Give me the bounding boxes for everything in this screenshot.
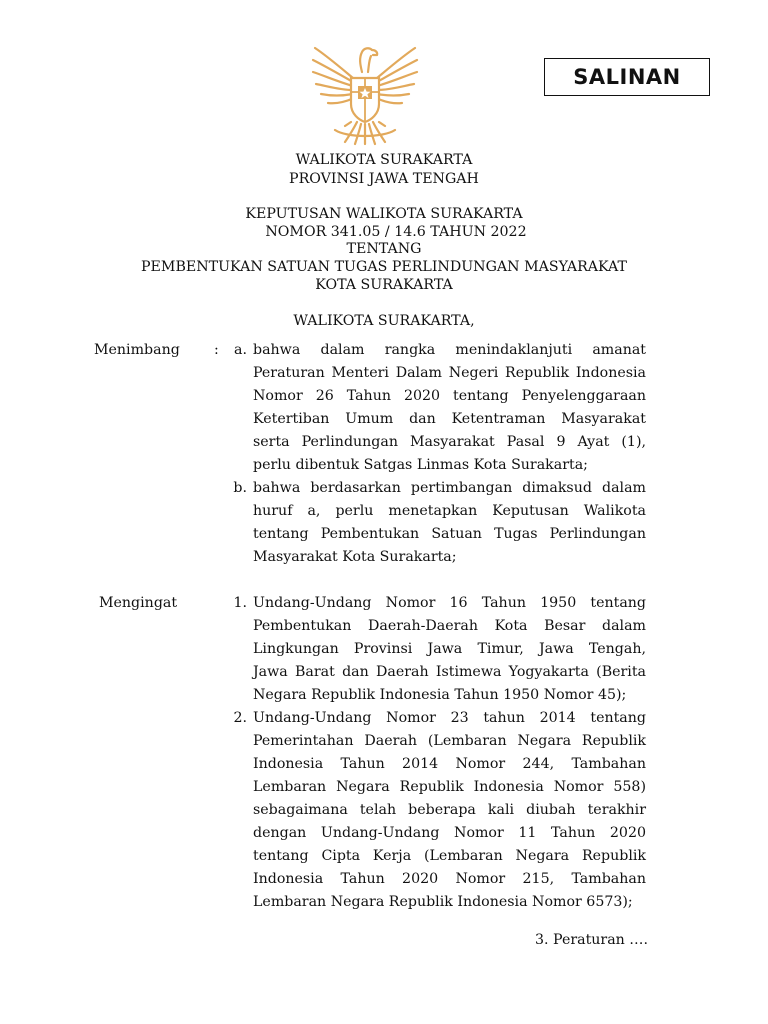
mengingat-2-line-4: Lembaran Negara Republik Indonesia Nomor 558) <box>253 779 646 795</box>
continuation-reference: 3. Peraturan …. <box>534 932 648 948</box>
menimbang-marker-a: a. <box>234 342 247 358</box>
mengingat-1-line-1: Undang-Undang Nomor 16 Tahun 1950 tentang <box>253 595 646 611</box>
menimbang-b-line-1: bahwa berdasarkan pertimbangan dimaksud dalam <box>253 480 646 496</box>
mengingat-label: Mengingat <box>99 595 178 611</box>
salinan-stamp <box>544 58 710 96</box>
salinan-label: SALINAN <box>573 65 681 89</box>
mengingat-2-line-2: Pemerintahan Daerah (Lembaran Negara Republik <box>253 733 646 749</box>
decree-subject-line-1: PEMBENTUKAN SATUAN TUGAS PERLINDUNGAN MASYARAKAT <box>141 259 627 275</box>
decree-number: NOMOR 341.05 / 14.6 TAHUN 2022 <box>265 224 527 240</box>
menimbang-b-line-4: Masyarakat Kota Surakarta; <box>253 549 457 565</box>
mengingat-1-line-5: Negara Republik Indonesia Tahun 1950 Nomor 45); <box>253 687 627 703</box>
mengingat-2-line-3: Indonesia Tahun 2014 Nomor 244, Tambahan <box>253 756 646 772</box>
decree-subject-line-2: KOTA SURAKARTA <box>315 277 453 293</box>
mengingat-2-line-5: sebagaimana telah beberapa kali diubah terakhir <box>253 802 646 818</box>
garuda-emblem-icon <box>307 38 423 146</box>
menimbang-a-line-4: Ketertiban Umum dan Ketentraman Masyarakat <box>253 411 646 427</box>
header-line-1: WALIKOTA SURAKARTA <box>295 152 473 168</box>
mengingat-1-line-3: Lingkungan Provinsi Jawa Timur, Jawa Tengah, <box>253 641 646 657</box>
menimbang-label: Menimbang <box>94 342 180 358</box>
mengingat-1-line-2: Pembentukan Daerah-Daerah Kota Besar dalam <box>253 618 646 634</box>
mengingat-marker-2: 2. <box>233 710 247 726</box>
menimbang-colon: : <box>214 342 219 358</box>
mengingat-2-line-9: Lembaran Negara Republik Indonesia Nomor 6573); <box>253 894 633 910</box>
decree-title: KEPUTUSAN WALIKOTA SURAKARTA <box>245 206 523 222</box>
menimbang-a-line-3: Nomor 26 Tahun 2020 tentang Penyelenggaraan <box>253 388 646 404</box>
menimbang-a-line-6: perlu dibentuk Satgas Linmas Kota Surakarta; <box>253 457 588 473</box>
menimbang-marker-b: b. <box>233 480 247 496</box>
decree-about: TENTANG <box>346 241 422 257</box>
menimbang-b-line-2: huruf a, perlu menetapkan Keputusan Walikota <box>253 503 646 519</box>
menimbang-a-line-5: serta Perlindungan Masyarakat Pasal 9 Ayat (1), <box>253 434 646 450</box>
header-line-2: PROVINSI JAWA TENGAH <box>289 171 479 187</box>
menimbang-b-line-3: tentang Pembentukan Satuan Tugas Perlindungan <box>253 526 646 542</box>
mengingat-2-line-6: dengan Undang-Undang Nomor 11 Tahun 2020 <box>253 825 646 841</box>
mengingat-2-line-8: Indonesia Tahun 2020 Nomor 215, Tambahan <box>253 871 646 887</box>
mengingat-marker-1: 1. <box>233 595 247 611</box>
issuer-name: WALIKOTA SURAKARTA, <box>293 313 475 329</box>
menimbang-a-line-1: bahwa dalam rangka menindaklanjuti amanat <box>253 342 646 358</box>
mengingat-2-line-1: Undang-Undang Nomor 23 tahun 2014 tentang <box>253 710 646 726</box>
mengingat-2-line-7: tentang Cipta Kerja (Lembaran Negara Republik <box>253 848 646 864</box>
menimbang-a-line-2: Peraturan Menteri Dalam Negeri Republik Indonesia <box>253 365 646 381</box>
mengingat-1-line-4: Jawa Barat dan Daerah Istimewa Yogyakarta (Berita <box>253 664 646 680</box>
